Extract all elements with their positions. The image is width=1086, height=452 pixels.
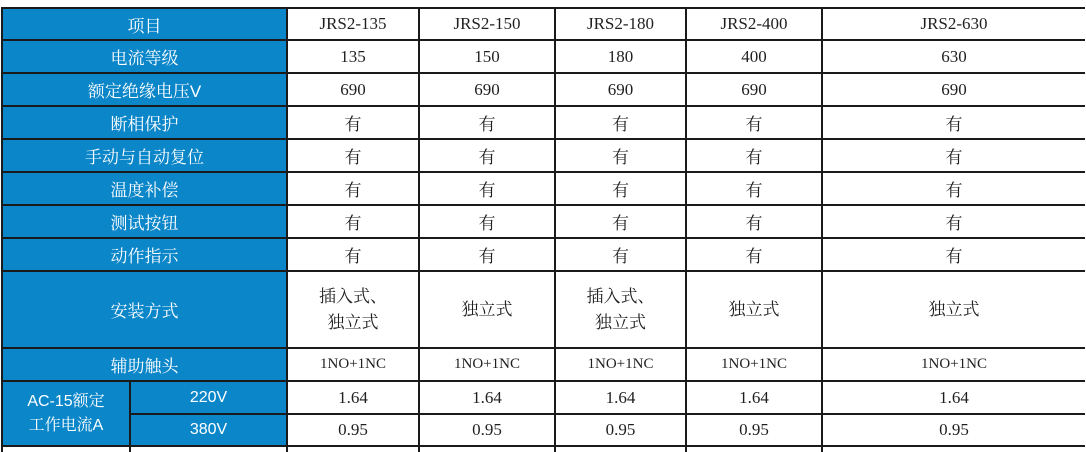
spec-table-viewport [1,7,1085,452]
mount-value-cell [555,271,686,348]
value-cell: 有 [287,205,419,238]
value-cell: 1.64 [555,381,686,414]
table-row [2,172,1085,205]
value-cell: 有 [822,172,1085,205]
value-cell: 有 [419,205,555,238]
row-label-cell: 动作指示 [2,238,287,271]
table-row [2,205,1085,238]
value-cell: 有 [686,205,822,238]
table-row [2,348,1085,381]
mount-line: 插入式、 [319,286,387,306]
value-cell: 0.95 [686,414,822,446]
value-cell: 690 [555,73,686,106]
cutoff-cell [287,446,419,452]
ac15-label-line: 工作电流A [28,416,104,434]
value-cell: 有 [287,139,419,172]
value-cell: 有 [822,238,1085,271]
cutoff-cell [686,446,822,452]
cutoff-cell [2,446,130,452]
value-cell: 1NO+1NC [419,348,555,381]
value-cell: 有 [287,238,419,271]
value-cell: 135 [287,40,419,73]
mount-line: 独立式 [928,299,980,319]
table-row-mounting [2,271,1085,348]
model-header-cell: JRS2-150 [419,8,555,40]
cutoff-cell [555,446,686,452]
value-cell: 有 [686,172,822,205]
value-cell: 0.95 [555,414,686,446]
value-cell: 690 [287,73,419,106]
mount-line: 独立式 [461,299,513,319]
spec-table [1,7,1085,452]
cutoff-cell [419,446,555,452]
row-label-cell: 安装方式 [2,271,287,348]
mount-line: 独立式 [728,299,780,319]
voltage-label-cell: 220V [130,381,287,414]
value-cell: 690 [686,73,822,106]
row-label-cell: 温度补偿 [2,172,287,205]
mount-line: 插入式、 [586,286,655,306]
model-header-cell: JRS2-630 [822,8,1085,40]
value-cell: 有 [287,172,419,205]
model-header-cell: JRS2-135 [287,8,419,40]
row-label-cell: 手动与自动复位 [2,139,287,172]
value-cell: 1.64 [419,381,555,414]
value-cell: 0.95 [822,414,1085,446]
value-cell: 1NO+1NC [287,348,419,381]
value-cell: 有 [419,238,555,271]
value-cell: 有 [555,205,686,238]
mount-value-cell [287,271,419,348]
row-label-cell: 额定绝缘电压V [2,73,287,106]
value-cell: 1.64 [822,381,1085,414]
value-cell: 有 [686,238,822,271]
model-header-cell: JRS2-400 [686,8,822,40]
value-cell: 1.64 [287,381,419,414]
value-cell: 有 [419,106,555,139]
row-label-cell: 断相保护 [2,106,287,139]
value-cell: 有 [822,139,1085,172]
value-cell: 0.95 [287,414,419,446]
value-cell: 690 [822,73,1085,106]
table-row [2,40,1085,73]
value-cell: 有 [287,106,419,139]
mount-line: 独立式 [327,312,379,332]
model-header-cell: JRS2-180 [555,8,686,40]
value-cell: 有 [419,139,555,172]
row-label-cell: 测试按钮 [2,205,287,238]
header-row [2,8,1085,40]
value-cell: 1NO+1NC [822,348,1085,381]
value-cell: 150 [419,40,555,73]
table-row [2,106,1085,139]
value-cell: 有 [822,205,1085,238]
mount-value-cell [419,271,555,348]
voltage-label-cell: 380V [130,414,287,446]
value-cell: 690 [419,73,555,106]
value-cell: 1NO+1NC [555,348,686,381]
cutoff-cell [822,446,1085,452]
ac15-label-line: AC-15额定 [27,392,105,410]
cutoff-cell [130,446,287,452]
mount-value-cell [822,271,1085,348]
value-cell: 有 [555,172,686,205]
row-label-cell: 辅助触头 [2,348,287,381]
table-row-ac15-220v [2,381,1085,414]
value-cell: 有 [686,106,822,139]
value-cell: 有 [686,139,822,172]
mount-value-cell [686,271,822,348]
value-cell: 有 [419,172,555,205]
row-label-cell: 电流等级 [2,40,287,73]
item-header-cell: 项目 [2,8,287,40]
value-cell: 有 [555,139,686,172]
value-cell: 400 [686,40,822,73]
value-cell: 有 [822,106,1085,139]
table-row [2,139,1085,172]
value-cell: 有 [555,238,686,271]
mount-line: 独立式 [595,312,646,332]
table-row [2,238,1085,271]
value-cell: 有 [555,106,686,139]
cutoff-row [2,446,1085,452]
table-row [2,73,1085,106]
value-cell: 1NO+1NC [686,348,822,381]
value-cell: 630 [822,40,1085,73]
value-cell: 1.64 [686,381,822,414]
ac15-label-cell [2,381,130,446]
value-cell: 0.95 [419,414,555,446]
table-row-ac15-380v [2,414,1085,446]
value-cell: 180 [555,40,686,73]
